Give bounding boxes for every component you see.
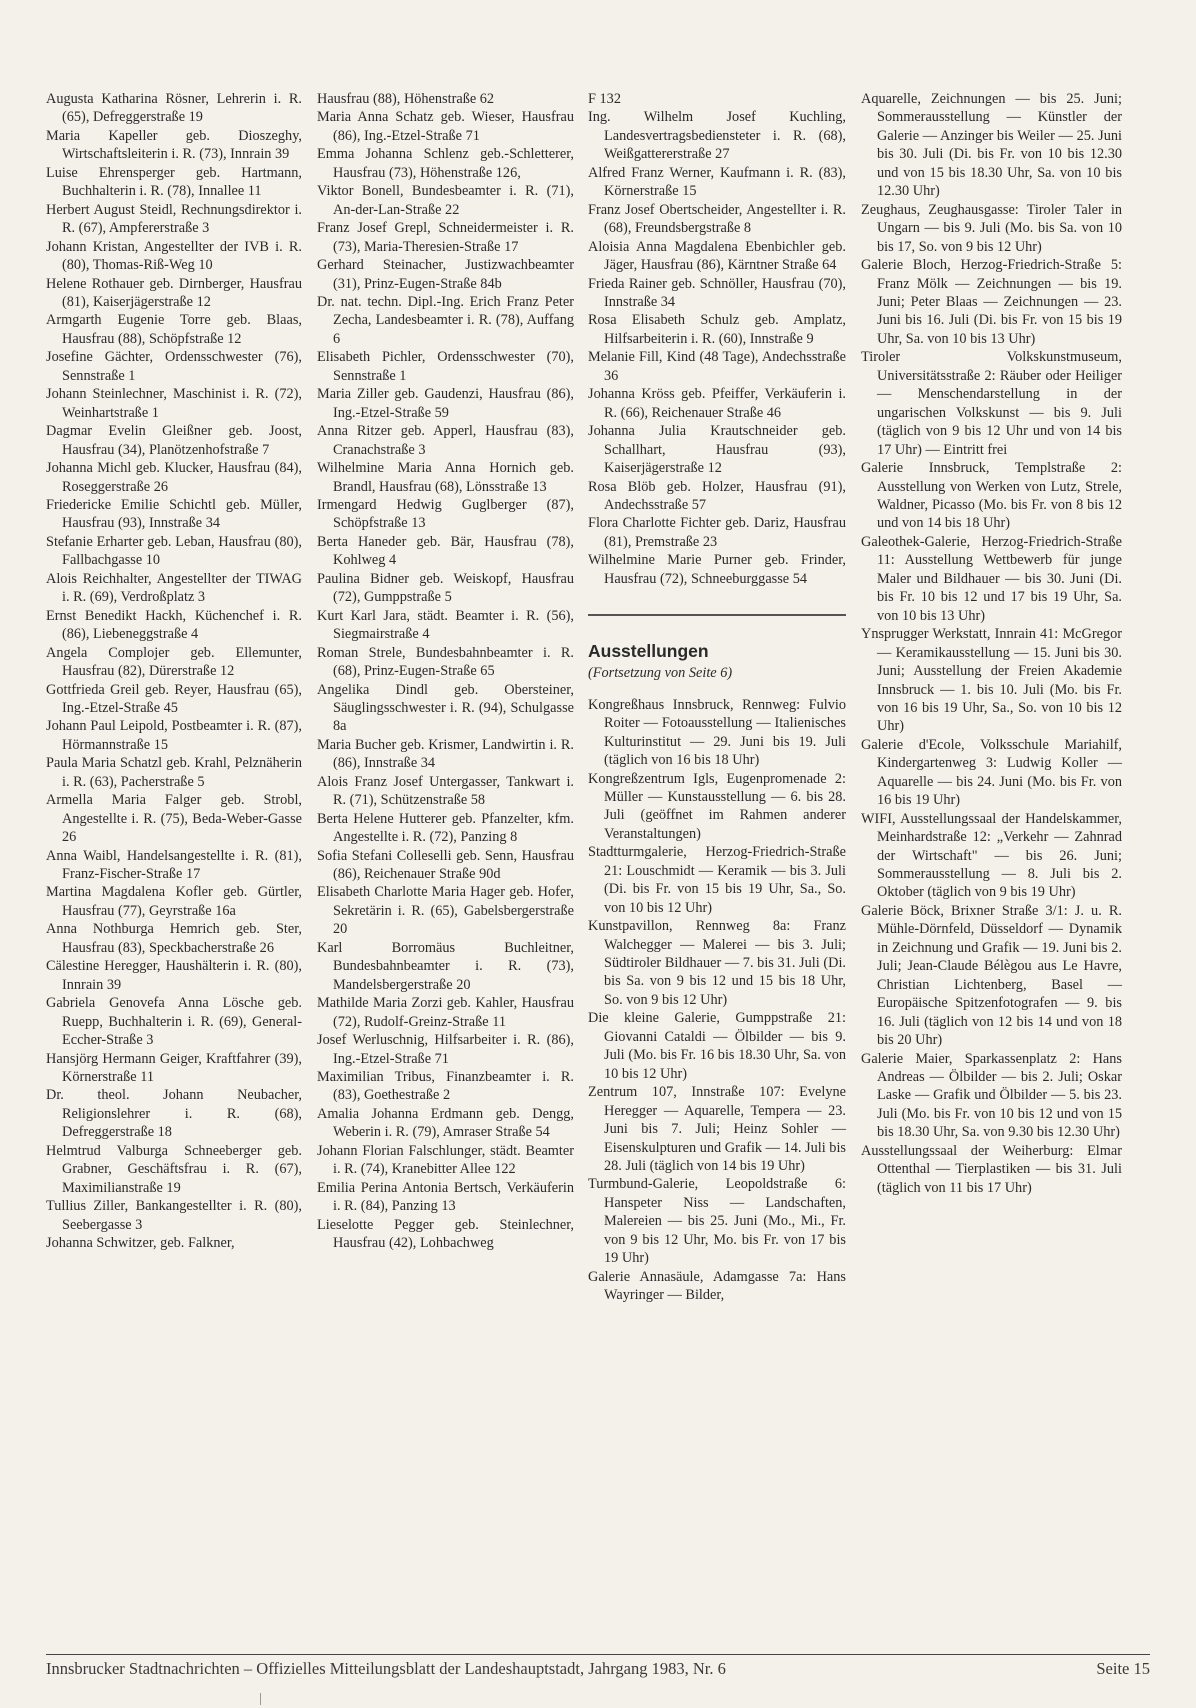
death-notice: Johann Steinlechner, Maschinist i. R. (72), Weinhartstraße 1: [46, 386, 302, 421]
exhibition-entry: Stadtturmgalerie, Herzog-Friedrich-Straße 21: Louschmidt — Keramik — bis 3. Juli (Di. bis Fr. von 15 bis 19 Uhr, Sa., So. von 10 bis 12 Uhr): [588, 844, 846, 916]
exhibition-entry: Die kleine Galerie, Gumppstraße 21: Giovanni Cataldi — Ölbilder — bis 9. Juli (Mo. bis Fr. 16 bis 18.30 Uhr, Sa. von 10 bis 12 Uhr): [588, 1010, 846, 1082]
exhibition-entry: Galerie Böck, Brixner Straße 3/1: J. u. R. Mühle-Dörnfeld, Düsseldorf — Dynamik in Zeichnung und Grafik — 19. Juni bis 2. Juli; Jean-Claude Bélègou aus Le Havre, Christian Lichtenberg, Basel — Europäische Spitzenfotografen — 9. bis 16. Juli (täglich von 12 bis 14 und von 18 bis 20 Uhr): [861, 902, 1122, 1049]
column-2: [317, 90, 574, 1253]
death-notice: Maria Ziller geb. Gaudenzi, Hausfrau (86), Ing.-Etzel-Straße 59: [317, 386, 574, 421]
death-notice: Roman Strele, Bundesbahnbeamter i. R. (68), Prinz-Eugen-Straße 65: [317, 644, 574, 680]
exhibition-entry: Zeughaus, Zeughausgasse: Tiroler Taler in Ungarn — bis 9. Juli (Mo. bis Sa. von 10 bis 17, So. von 9 bis 12 Uhr): [861, 201, 1122, 255]
page-footer: [46, 1654, 1150, 1679]
death-notice: Ernst Benedikt Hackh, Küchenchef i. R. (86), Liebeneggstraße 4: [46, 607, 302, 643]
death-notice: Frieda Rainer geb. Schnöller, Hausfrau (70), Innstraße 34: [588, 275, 846, 310]
death-notice: Stefanie Erharter geb. Leban, Hausfrau (80), Fallbachgasse 10: [46, 533, 302, 569]
death-notice: Elisabeth Pichler, Ordensschwester (70), Sennstraße 1: [317, 349, 574, 384]
death-notice: Paula Maria Schatzl geb. Krahl, Pelznäherin i. R. (63), Pacherstraße 5: [46, 755, 302, 790]
death-notice: Johann Florian Falschlunger, städt. Beamter i. R. (74), Kranebitter Allee 122: [317, 1142, 574, 1178]
section-subtitle: (Fortsetzung von Seite 6): [588, 665, 733, 682]
exhibition-entry: Galerie d'Ecole, Volksschule Mariahilf, Kindergartenweg 3: Ludwig Koller — Aquarelle — bis 24. Juni (Mo. bis Fr. von 16 bis 19 Uhr): [861, 736, 1122, 809]
death-notice: Maria Anna Schatz geb. Wieser, Hausfrau (86), Ing.-Etzel-Straße 71: [317, 109, 574, 144]
death-notice: Johanna Schwitzer, geb. Falkner,: [46, 1235, 235, 1252]
death-notice: Alois Reichhalter, Angestellter der TIWAG i. R. (69), Verdroßplatz 3: [46, 570, 302, 606]
exhibition-entry: Galerie Maier, Sparkassenplatz 2: Hans Andreas — Ölbilder — bis 2. Juli; Oskar Laske — Grafik und Ölbilder — 5. bis 23. Juli (Mo. bis Fr. von 10 bis 12 und von 15 bis 18.30 Uhr, Sa. von 9.30 bis 12.30 Uhr): [861, 1050, 1122, 1141]
death-notice: Tullius Ziller, Bankangestellter i. R. (80), Seebergasse 3: [46, 1198, 302, 1233]
exhibition-entry: Ynsprugger Werkstatt, Innrain 41: McGregor — Keramikausstellung — 15. Juni bis 30. Juni; Ausstellung der Freien Akademie Innsbruck — 1. bis 10. Juli (Mo. bis Fr. von 16 bis 19 Uhr, Sa., So. von 10 bis 12 Uhr): [861, 626, 1122, 735]
column-3: [588, 90, 846, 1305]
death-notice: Herbert August Steidl, Rechnungsdirektor i. R. (67), Ampfererstraße 3: [46, 201, 302, 237]
death-notice: Helene Rothauer geb. Dirnberger, Hausfrau (81), Kaiserjägerstraße 12: [46, 275, 302, 310]
death-notice: Wilhelmine Marie Purner geb. Frinder, Hausfrau (72), Schneeburggasse 54: [588, 552, 846, 587]
death-notice: Johanna Michl geb. Klucker, Hausfrau (84), Roseggerstraße 26: [46, 460, 302, 495]
death-notice: Anna Waibl, Handelsangestellte i. R. (81), Franz-Fischer-Straße 17: [46, 847, 302, 883]
death-notice: Emma Johanna Schlenz geb.-Schletterer, Hausfrau (73), Höhenstraße 126,: [317, 146, 574, 181]
death-notice: Maria Bucher geb. Krismer, Landwirtin i. R. (86), Innstraße 34: [317, 736, 574, 772]
death-notice: Angela Complojer geb. Ellemunter, Hausfrau (82), Dürerstraße 12: [46, 644, 302, 680]
death-notice: Rosa Elisabeth Schulz geb. Amplatz, Hilfsarbeiterin i. R. (60), Innstraße 9: [588, 312, 846, 347]
death-notice: Martina Magdalena Kofler geb. Gürtler, Hausfrau (77), Geyrstraße 16a: [46, 884, 302, 919]
death-notice: Armella Maria Falger geb. Strobl, Angestellte i. R. (75), Beda-Weber-Gasse 26: [46, 792, 302, 846]
death-notice: Johanna Julia Krautschneider geb. Schallhart, Hausfrau (93), Kaiserjägerstraße 12: [588, 423, 846, 477]
death-notice: Augusta Katharina Rösner, Lehrerin i. R. (65), Defreggerstraße 19: [46, 91, 302, 126]
column-4: [861, 90, 1122, 1197]
death-notice: Johann Kristan, Angestellter der IVB i. R. (80), Thomas-Riß-Weg 10: [46, 238, 302, 274]
death-notice: Flora Charlotte Fichter geb. Dariz, Hausfrau (81), Premstraße 23: [588, 515, 846, 550]
death-notice: Amalia Johanna Erdmann geb. Dengg, Weberin i. R. (79), Amraser Straße 54: [317, 1105, 574, 1141]
death-notice: Armgarth Eugenie Torre geb. Blaas, Hausfrau (88), Schöpfstraße 12: [46, 312, 302, 347]
death-notice: Gottfrieda Greil geb. Reyer, Hausfrau (65), Ing.-Etzel-Straße 45: [46, 681, 302, 716]
exhibition-entry: Kongreßhaus Innsbruck, Rennweg: Fulvio Roiter — Fotoausstellung — Italienisches Kulturinstitut — 29. Juni bis 19. Juli (täglich von 16 bis 18 Uhr): [588, 696, 846, 769]
section-title: Ausstellungen: [588, 641, 709, 662]
exhibition-entry: Aquarelle, Zeichnungen — bis 25. Juni; Sommerausstellung — Künstler der Galerie — Anzinger bis Weiler — 25. Juni bis 30. Juli (Di. bis Fr. von 10 bis 12.30 und von 15 bis 18.30 Uhr, Sa. von 10 bis 12.30 Uhr): [861, 91, 1122, 200]
death-notice: Hausfrau (88), Höhenstraße 62: [317, 91, 495, 107]
footer-publication: Innsbrucker Stadtnachrichten – Offizielles Mitteilungsblatt der Landeshauptstadt, Jahrgang 1983, Nr. 6: [46, 1659, 726, 1678]
exhibition-entry: Galerie Bloch, Herzog-Friedrich-Straße 5: Franz Mölk — Zeichnungen — bis 19. Juni; Peter Blaas — Zeichnungen — 23. Juni bis 16. Juli (Di. bis Fr. von 15 bis 19 Uhr, Sa. von 10 bis 13 Uhr): [861, 257, 1122, 347]
death-notice: Friedericke Emilie Schichtl geb. Müller, Hausfrau (93), Innstraße 34: [46, 496, 302, 532]
exhibition-entry: Zentrum 107, Innstraße 107: Evelyne Heregger — Aquarelle, Tempera — 23. Juni bis 7. Juli; Heinz Sohler — Eisenskulpturen und Grafik — 14. Juli bis 28. Juli (täglich von 14 bis 19 Uhr): [588, 1084, 846, 1175]
death-notice: Luise Ehrensperger geb. Hartmann, Buchhalterin i. R. (78), Innallee 11: [46, 164, 302, 200]
death-notice: Franz Josef Obertscheider, Angestellter i. R. (68), Freundsbergstraße 8: [588, 201, 846, 237]
death-notice: Dagmar Evelin Gleißner geb. Joost, Hausfrau (34), Planötzenhofstraße 7: [46, 423, 302, 458]
death-notice: Karl Borromäus Buchleitner, Bundesbahnbeamter i. R. (73), Mandelsbergerstraße 20: [317, 939, 574, 993]
exhibition-entry: Galerie Annasäule, Adamgasse 7a: Hans Wayringer — Bilder,: [588, 1268, 846, 1304]
death-notice: Cälestine Heregger, Haushälterin i. R. (80), Innrain 39: [46, 958, 302, 993]
death-notice: Kurt Karl Jara, städt. Beamter i. R. (56), Siegmairstraße 4: [317, 607, 574, 643]
section-divider: [588, 614, 846, 616]
death-notice: Viktor Bonell, Bundesbeamter i. R. (71), An-der-Lan-Straße 22: [317, 183, 574, 218]
death-notice: Irmengard Hedwig Guglberger (87), Schöpfstraße 13: [317, 496, 574, 532]
page-number: Seite 15: [1096, 1659, 1150, 1678]
death-notice: Maria Kapeller geb. Dioszeghy, Wirtschaftsleiterin i. R. (73), Innrain 39: [46, 127, 302, 163]
death-notice: Berta Helene Hutterer geb. Pfanzelter, kfm. Angestellte i. R. (72), Panzing 8: [317, 810, 574, 846]
death-notice: Gabriela Genovefa Anna Lösche geb. Ruepp, Buchhalterin i. R. (69), General-Eccher-Straße 3: [46, 995, 302, 1049]
death-notice: Wilhelmine Maria Anna Hornich geb. Brandl, Hausfrau (68), Lönsstraße 13: [317, 460, 574, 495]
death-notice: F 132: [588, 91, 621, 107]
death-notice: Aloisia Anna Magdalena Ebenbichler geb. Jäger, Hausfrau (86), Kärntner Straße 64: [588, 238, 846, 274]
death-notice: Melanie Fill, Kind (48 Tage), Andechsstraße 36: [588, 349, 846, 384]
exhibition-entry: WIFI, Ausstellungssaal der Handelskammer, Meinhardstraße 12: „Verkehr — Zahnrad der Wirtschaft" — bis 26. Juni; Sommerausstellung — 8. Juli bis 2. Oktober (täglich von 9 bis 19 Uhr): [861, 810, 1122, 901]
death-notice: Alois Franz Josef Untergasser, Tankwart i. R. (71), Schützenstraße 58: [317, 773, 574, 809]
death-notice: Maximilian Tribus, Finanzbeamter i. R. (83), Goethestraße 2: [317, 1069, 574, 1104]
death-notice: Anna Nothburga Hemrich geb. Ster, Hausfrau (83), Speckbacherstraße 26: [46, 921, 302, 956]
print-mark: [260, 1693, 261, 1705]
exhibition-entry: Kongreßzentrum Igls, Eugenpromenade 2: Müller — Kunstausstellung — 6. bis 28. Juli (geöffnet im Rahmen anderer Veranstaltungen): [588, 770, 846, 842]
death-notice: Angelika Dindl geb. Obersteiner, Säuglingsschwester i. R. (94), Schulgasse 8a: [317, 681, 574, 735]
column-1: [46, 90, 302, 1253]
death-notice: Ing. Wilhelm Josef Kuchling, Landesvertragsbediensteter i. R. (68), Weißgattererstraße 27: [588, 109, 846, 163]
death-notice: Helmtrud Valburga Schneeberger geb. Grabner, Geschäftsfrau i. R. (67), Maximilianstraße 19: [46, 1142, 302, 1196]
death-notice: Josefine Gächter, Ordensschwester (76), Sennstraße 1: [46, 349, 302, 384]
death-notice: Elisabeth Charlotte Maria Hager geb. Hofer, Sekretärin i. R. (65), Gabelsbergerstraße 20: [317, 884, 574, 938]
death-notice: Sofia Stefani Colleselli geb. Senn, Hausfrau (86), Reichenauer Straße 90d: [317, 847, 574, 883]
death-notice: Paulina Bidner geb. Weiskopf, Hausfrau (72), Gumppstraße 5: [317, 570, 574, 606]
exhibition-entry: Galerie Innsbruck, Templstraße 2: Ausstellung von Werken von Lutz, Strele, Waldner, Picasso (Mo. bis Fr. von 8 bis 12 und von 14 bis 18 Uhr): [861, 460, 1122, 532]
death-notice: Franz Josef Grepl, Schneidermeister i. R. (73), Maria-Theresien-Straße 17: [317, 220, 574, 255]
death-notice: Rosa Blöb geb. Holzer, Hausfrau (91), Andechsstraße 57: [588, 478, 846, 513]
death-notice: Gerhard Steinacher, Justizwachbeamter (31), Prinz-Eugen-Straße 84b: [317, 257, 574, 292]
death-notice: Berta Haneder geb. Bär, Hausfrau (78), Kohlweg 4: [317, 533, 574, 569]
death-notice: Dr. theol. Johann Neubacher, Religionslehrer i. R. (68), Defreggerstraße 18: [46, 1087, 302, 1141]
exhibition-entry: Turmbund-Galerie, Leopoldstraße 6: Hanspeter Niss — Landschaften, Malereien — bis 25. Juni (Mo., Mi., Fr. von 9 bis 12 Uhr, Mo. bis Fr. von 17 bis 19 Uhr): [588, 1176, 846, 1267]
death-notice: Josef Werluschnig, Hilfsarbeiter i. R. (86), Ing.-Etzel-Straße 71: [317, 1032, 574, 1067]
death-notice: Johann Paul Leipold, Postbeamter i. R. (87), Hörmannstraße 15: [46, 718, 302, 753]
death-notice: Dr. nat. techn. Dipl.-Ing. Erich Franz Peter Zecha, Landesbeamter i. R. (78), Auffang 6: [317, 293, 574, 347]
death-notice: Emilia Perina Antonia Bertsch, Verkäuferin i. R. (84), Panzing 13: [317, 1179, 574, 1215]
death-notice: Anna Ritzer geb. Apperl, Hausfrau (83), Cranachstraße 3: [317, 423, 574, 458]
death-notice: Alfred Franz Werner, Kaufmann i. R. (83), Körnerstraße 15: [588, 164, 846, 200]
death-notice: Johanna Kröss geb. Pfeiffer, Verkäuferin i. R. (66), Reichenauer Straße 46: [588, 386, 846, 421]
death-notice: Lieselotte Pegger geb. Steinlechner, Hausfrau (42), Lohbachweg: [317, 1216, 574, 1252]
exhibition-entry: Kunstpavillon, Rennweg 8a: Franz Walchegger — Malerei — bis 3. Juli; Südtiroler Bildhauer — 7. bis 31. Juli (Di. bis Sa. von 9 bis 12 und 15 bis 18 Uhr, So. von 9 bis 12 Uhr): [588, 918, 846, 1008]
exhibition-entry: Tiroler Volkskunstmuseum, Universitätsstraße 2: Räuber oder Heiliger — Menschendarstellung in der ungarischen Volkskunst — bis 9. Juli (täglich von 9 bis 12 Uhr und von 14 bis 17 Uhr) — Eintritt frei: [861, 349, 1122, 458]
exhibition-entry: Ausstellungssaal der Weiherburg: Elmar Ottenthal — Tierplastiken — bis 31. Juli (täglich von 11 bis 17 Uhr): [861, 1142, 1122, 1196]
exhibition-entry: Galeothek-Galerie, Herzog-Friedrich-Straße 11: Ausstellung Wettbewerb für junge Maler und Bildhauer — bis 30. Juni (Di. bis Fr. 10 bis 12 und 17 bis 19 Uhr, Sa. von 10 bis 13 Uhr): [861, 533, 1122, 624]
death-notice: Mathilde Maria Zorzi geb. Kahler, Hausfrau (72), Rudolf-Greinz-Straße 11: [317, 995, 574, 1030]
death-notice: Hansjörg Hermann Geiger, Kraftfahrer (39), Körnerstraße 11: [46, 1050, 302, 1086]
